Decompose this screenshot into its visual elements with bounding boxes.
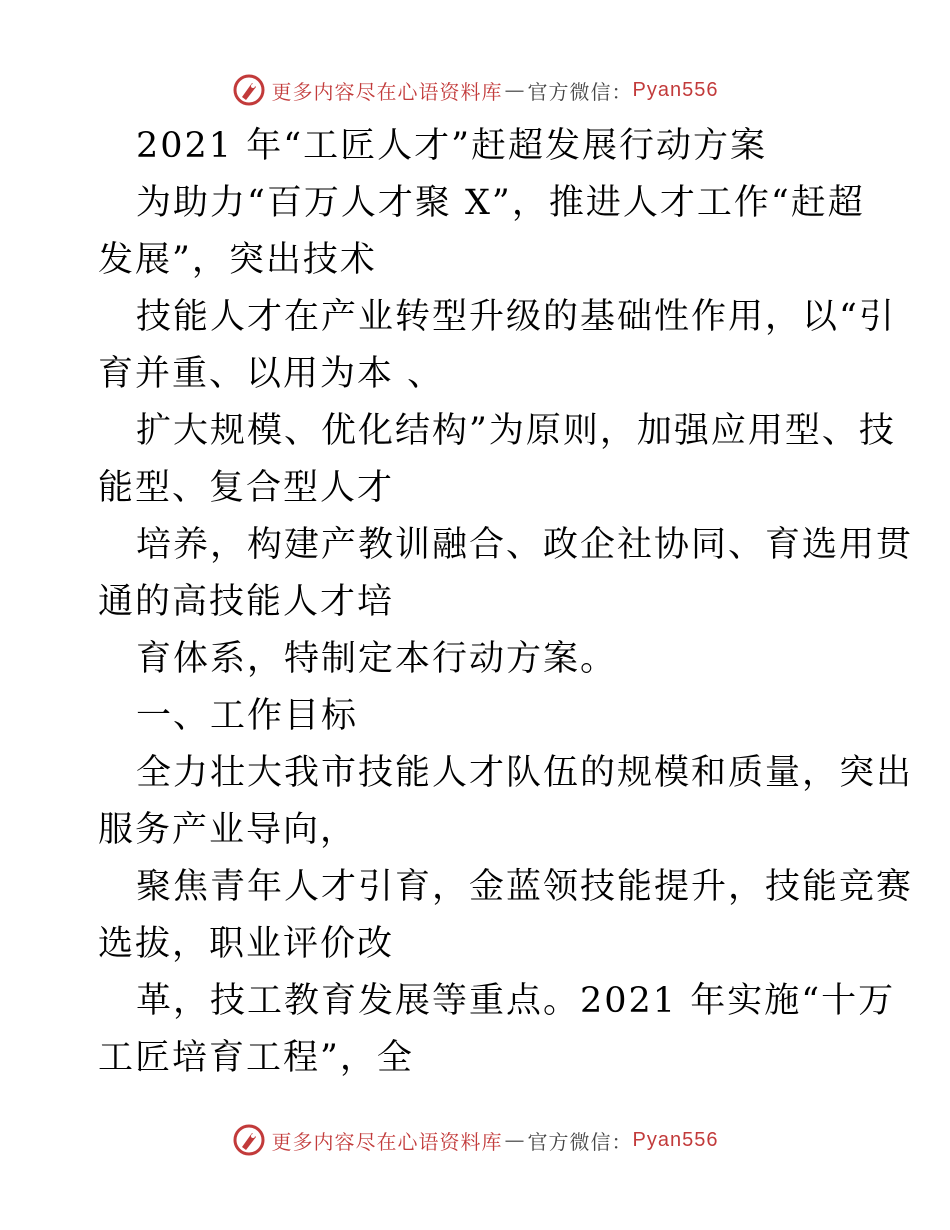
document-line: 扩大规模、优化结构”为原则，加强应用型、技 (136, 411, 896, 451)
watermark-colon: ： (611, 1129, 633, 1154)
document-line: 选拔，职业评价改 (98, 924, 395, 964)
document-line: 发展”，突出技术 (98, 240, 377, 280)
document-line: 能型、复合型人才 (98, 468, 395, 508)
document-line: 服务产业导向， (98, 810, 358, 850)
watermark-wechat-label: 官方微信 (527, 79, 612, 104)
header-watermark (0, 70, 950, 110)
document-body (98, 118, 914, 1087)
document-line: 培养，构建产教训融合、政企社协同、育选用贯 (136, 525, 914, 565)
watermark-wechat-label: 官方微信 (527, 1129, 612, 1154)
watermark-separator: — (504, 78, 526, 102)
watermark-text: 更多内容尽在心语资料库 (271, 79, 503, 104)
document-line: 工匠培育工程”，全 (98, 1038, 414, 1078)
document-line: 育并重、以用为本 、 (98, 354, 445, 394)
footer-watermark (0, 1120, 950, 1160)
document-line: 育体系，特制定本行动方案。 (136, 639, 618, 679)
document-line: 技能人才在产业转型升级的基础性作用，以“引 (136, 297, 896, 337)
watermark-text: 更多内容尽在心语资料库 (271, 1129, 503, 1154)
watermark-wechat-id: Pyan556 (632, 1128, 719, 1151)
document-line: 革，技工教育发展等重点。2021 年实施“十万 (136, 981, 896, 1021)
pen-nib-logo-icon (232, 73, 266, 107)
document-line: 2021 年“工匠人才”赶超发展行动方案 (136, 126, 767, 166)
section-heading: 一、工作目标 (136, 696, 359, 736)
document-line: 全力壮大我市技能人才队伍的规模和质量，突出 (136, 753, 914, 793)
document-line: 为助力“百万人才聚 X”，推进人才工作“赶超 (136, 183, 865, 223)
watermark-separator: — (504, 1128, 526, 1152)
pen-nib-logo-icon (232, 1123, 266, 1157)
document-line: 通的高技能人才培 (98, 582, 395, 622)
watermark-wechat-id: Pyan556 (632, 78, 719, 101)
document-line: 聚焦青年人才引育，金蓝领技能提升，技能竞赛 (136, 867, 914, 907)
watermark-colon: ： (611, 79, 633, 104)
